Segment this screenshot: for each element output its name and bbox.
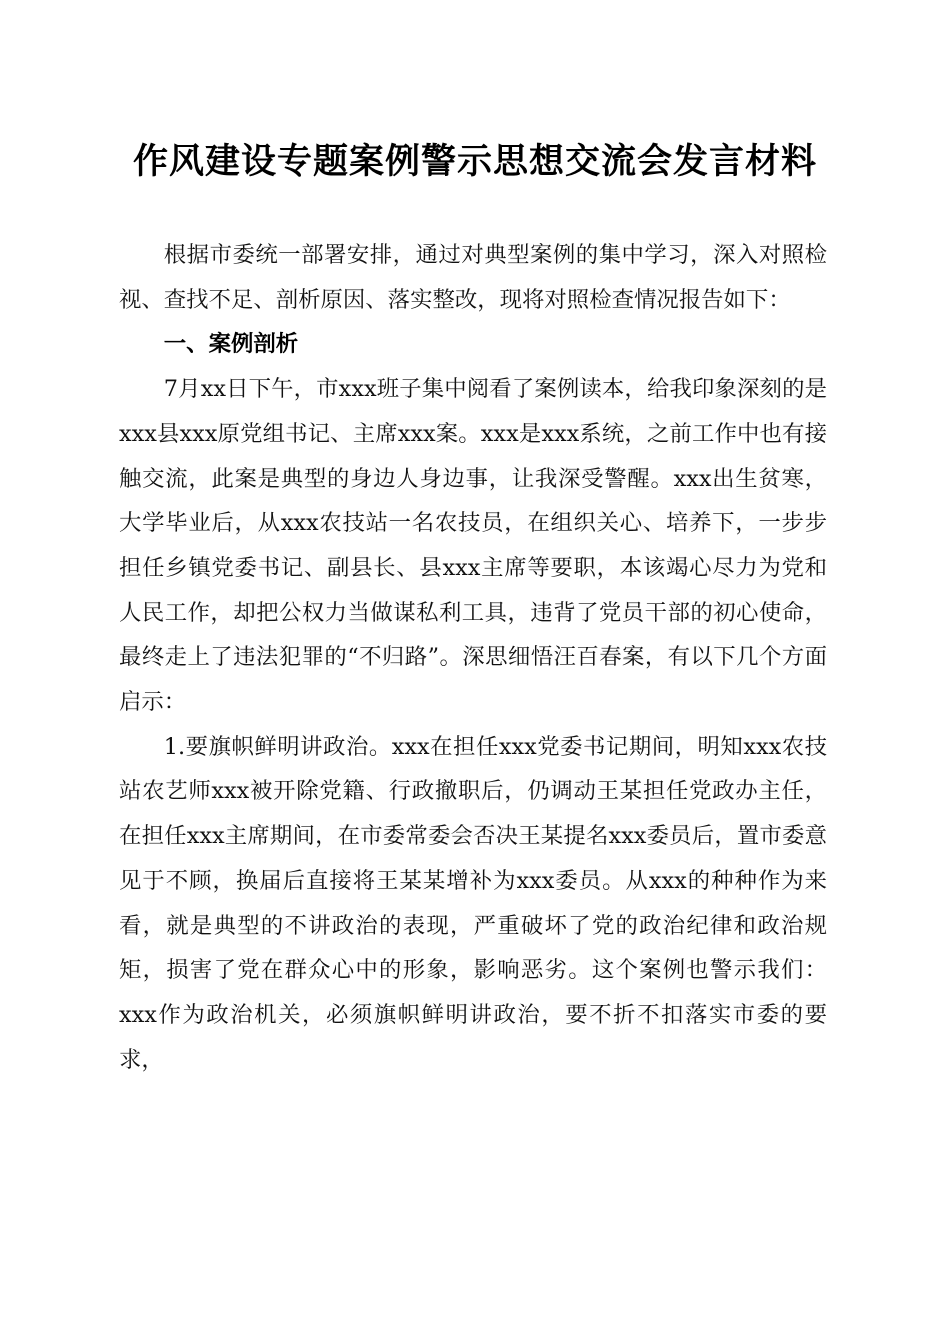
document-title: 作风建设专题案例警示思想交流会发言材料 [132, 141, 817, 182]
section-heading-case-analysis: 一、案例剖析 [163, 331, 299, 358]
document-body [119, 233, 827, 1082]
point-1-paragraph: 1.要旗帜鲜明讲政治。xxx在担任xxx党委书记期间，明知xxx农技站农艺师xxx被开除党籍、行政撤职后，仍调动王某担任党政办主任，在担任xxx主席期间，在市委常委会否决王某提名xxx委员后，置市委意见于不顾，换届后直接将王某某增补为xxx委员。从xxx的种种作为来看，就是典型的不讲政治的表现，严重破坏了党的政治纪律和政治规矩，损害了党在群众心中的形象，影响恶劣。这个案例也警示我们：xxx作为政治机关，必须旗帜鲜明讲政治，要不折不扣落实市委的要求， [119, 733, 827, 1073]
intro-paragraph: 根据市委统一部署安排，通过对典型案例的集中学习，深入对照检视、查找不足、剖析原因、落实整改，现将对照检查情况报告如下： [119, 242, 827, 313]
case-paragraph: 7月xx日下午，市xxx班子集中阅看了案例读本，给我印象深刻的是xxx县xxx原党组书记、主席xxx案。xxx是xxx系统，之前工作中也有接触交流，此案是典型的身边人身边事，让我深受警醒。xxx出生贫寒，大学毕业后，从xxx农技站一名农技员，在组织关心、培养下，一步步担任乡镇党委书记、副县长、县xxx主席等要职，本该竭心尽力为党和人民工作，却把公权力当做谋私利工具，违背了党员干部的初心使命，最终走上了违法犯罪的“不归路”。深思细悟汪百春案，有以下几个方面启示： [119, 376, 827, 716]
